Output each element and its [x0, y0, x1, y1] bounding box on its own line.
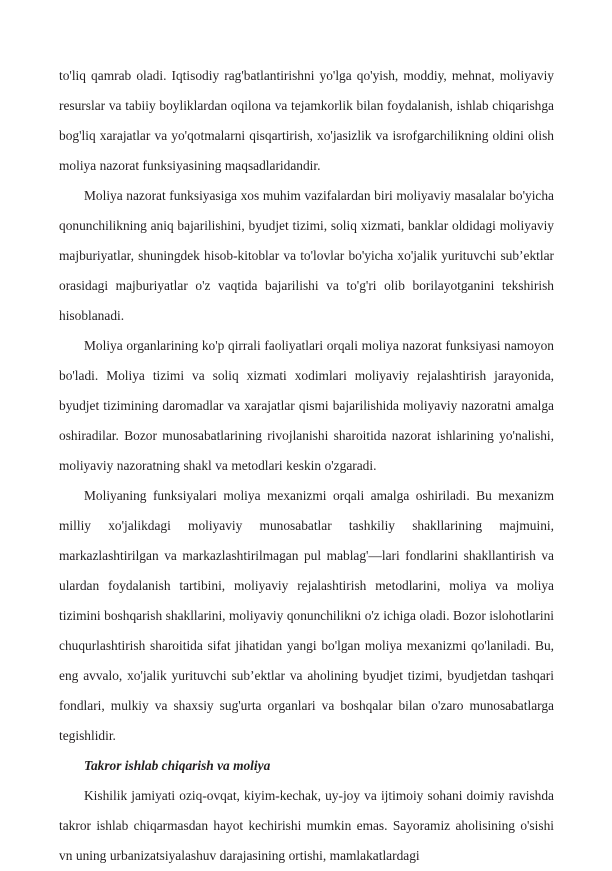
paragraph-4: Moliyaning funksiyalari moliya mexanizmi orqali amalga oshiriladi. Bu mexanizm milliy xo'jalikdagi moliyaviy munosabatlar tashkiliy shakllarining majmuini, markazlashtirilgan va markazlashtirilmagan pul mablag'—lari fondlarini shakllantirish va ulardan foydalanish tartibini, moliyaviy rejalashtirish metodlarini, moliya va moliya tizimini boshqarish shakllarini, moliyaviy qonunchilikni o'z ichiga oladi. Bozor islohotlarini chuqurlashtirish sharoitida sifat jihatidan yangi bo'lgan moliya mexanizmi qo'laniladi. Bu, eng avvalo, xo'jalik yurituvchi sub’ektlar va aholining byudjet tizimi, byudjetdan tashqari fondlari, mulkiy va shaxsiy sug'urta organlari va boshqalar bilan o'zaro munosabatlarga tegishlidir.	[59, 488, 554, 743]
text-column	[59, 61, 554, 871]
paragraph-1: to'liq qamrab oladi. Iqtisodiy rag'batlantirishni yo'lga qo'yish, moddiy, mehnat, moliyaviy resurslar va tabiiy boyliklardan oqilona va tejamkorlik bilan foydalanish, ishlab chiqarishga bog'liq xarajatlar va yo'qotmalarni qisqartirish, xo'jasizlik va isrofgarchilikning oldini olish moliya nazorat funksiyasining maqsadlaridandir.	[59, 68, 554, 173]
paragraph-2: Moliya nazorat funksiyasiga xos muhim vazifalardan biri moliyaviy masalalar bo'yicha qonunchilikning aniq bajarilishini, byudjet tizimi, soliq xizmati, banklar oldidagi moliyaviy majburiyatlar, shuningdek hisob-kitoblar va to'lovlar bo'yicha xo'jalik yurituvchi sub’ektlar orasidagi majburiyatlar o'z vaqtida bajarilishi va to'g'ri olib borilayotganini tekshirish hisoblanadi.	[59, 188, 554, 323]
section-heading-takror-ishlab-chiqarish-va-moliya: Takror ishlab chiqarish va moliya	[84, 758, 271, 773]
paragraph-3: Moliya organlarining ko'p qirrali faoliyatlari orqali moliya nazorat funksiyasi namoyon bo'ladi. Moliya tizimi va soliq xizmati xodimlari moliyaviy rejalashtirish jarayonida, byudjet tizimining daromadlar va xarajatlar qismi bajarilishida moliyaviy nazoratni amalga oshiradilar. Bozor munosabatlarining rivojlanishi sharoitida nazorat ishlarining yo'nalishi, moliyaviy nazoratning shakl va metodlari keskin o'zgaradi.	[59, 338, 554, 473]
paragraph-5: Kishilik jamiyati oziq-ovqat, kiyim-kechak, uy-joy va ijtimoiy sohani doimiy ravishda takror ishlab chiqarmasdan hayot kechirishi mumkin emas. Sayoramiz aholisining o'sishi vn uning urbanizatsiyalashuv darajasining ortishi, mamlakatlardagi	[59, 788, 554, 863]
